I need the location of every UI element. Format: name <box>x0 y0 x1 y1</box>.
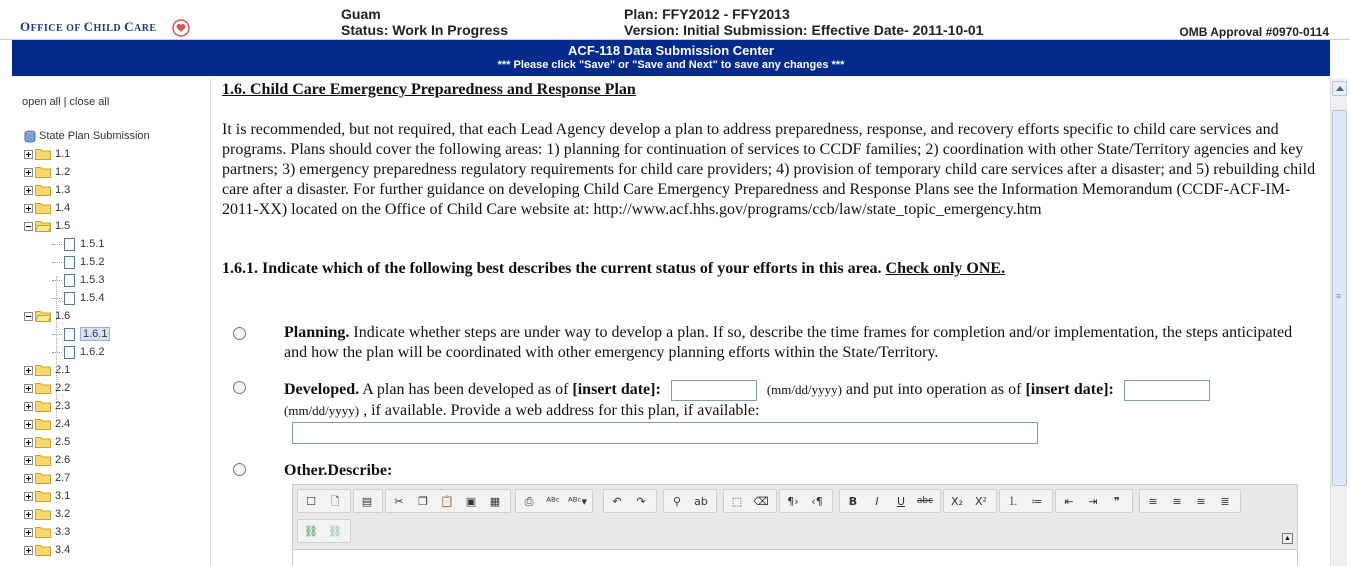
scroll-up-arrow[interactable] <box>1332 81 1347 96</box>
tree-item-label: 1.5.3 <box>80 274 105 286</box>
banner-title: ACF-118 Data Submission Center <box>568 43 774 58</box>
outdent-icon[interactable]: ⇤ <box>1064 495 1074 508</box>
tree-folder-2-2[interactable] <box>24 380 70 396</box>
tree-item-1-5-4[interactable] <box>52 290 104 306</box>
cut-icon[interactable]: ✂ <box>394 495 404 508</box>
tree-folder-label: 2.7 <box>55 472 71 484</box>
tree-item-label: 1.5.2 <box>80 256 105 268</box>
numbered-list-icon[interactable]: ⒈ <box>1007 495 1019 508</box>
tree-root[interactable] <box>24 128 150 144</box>
collapse-icon[interactable] <box>24 222 33 231</box>
office-of-child-care-logo: OFFICE OF CHILD CARE <box>20 19 157 34</box>
tree-folder-3-4[interactable] <box>24 542 70 558</box>
close-all-link[interactable]: close all <box>69 96 110 108</box>
tree-item-label: 1.5.1 <box>80 238 105 250</box>
expand-icon[interactable] <box>24 204 33 213</box>
link-icon[interactable]: ⛓ <box>304 525 318 538</box>
tree-folder-label: 3.1 <box>55 490 71 502</box>
expand-icon[interactable] <box>24 510 33 519</box>
tree-item-1-5-2[interactable] <box>52 254 104 270</box>
preview-icon[interactable]: 🗋 <box>330 495 340 508</box>
print-icon[interactable]: ⎙ <box>524 495 534 508</box>
paste-text-icon[interactable]: ▣ <box>465 495 477 508</box>
justify-icon[interactable]: ≣ <box>1220 495 1230 508</box>
expand-icon[interactable] <box>24 546 33 555</box>
web-address-input[interactable] <box>292 422 1038 444</box>
tree-folder-2-5[interactable] <box>24 434 70 450</box>
toolbar-group <box>779 489 833 513</box>
section-intro: It is recommended, but not required, that each Lead Agency develop a plan to address preparedness, response, and recovery efforts specific to child care services and programs. Plans should cover the following areas: 1) planning for continuation of services to CCDF families; 2) coordination with other State/Territory agencies and key partners; 3) emergency preparedness regulatory requirements for child care providers; 4) provision of temporary child care services after a disaster; and 5) rebuilding child care after a disaster. For further guidance on developing Child Care Emergency Preparedness and Response Plans see the Information Memorandum (CCDF-ACF-IM-2011-XX) located on the Office of Child Care website at: http://www.acf.hhs.gov/programs/ccb/law/state_topic_emergency.htm <box>222 121 1316 218</box>
select-all-icon[interactable]: ⬚ <box>731 495 743 508</box>
other-option-label: Other.Describe: <box>284 462 393 479</box>
toolbar-group <box>943 489 997 513</box>
tree-folder-3-1[interactable] <box>24 488 70 504</box>
new-page-icon[interactable]: ☐ <box>306 495 316 508</box>
toolbar-group <box>603 489 657 513</box>
developed-date-input[interactable] <box>671 380 757 401</box>
tree-folder-label: 2.1 <box>55 364 71 376</box>
tree-folder-label: 3.2 <box>55 508 71 520</box>
toolbar-group <box>1139 489 1241 513</box>
document-icon <box>64 274 75 287</box>
tree-folder-label: 2.6 <box>55 454 71 466</box>
tree-connector <box>52 244 62 245</box>
content-scrollbar[interactable] <box>1330 78 1347 566</box>
editor-text-area[interactable] <box>293 549 1297 566</box>
folder-icon <box>35 436 51 448</box>
folder-icon <box>35 508 51 520</box>
tree-folder-label: 3.4 <box>55 544 71 556</box>
toolbar-group <box>723 489 777 513</box>
toolbar-group <box>297 489 351 513</box>
scroll-thumb[interactable] <box>1332 110 1347 486</box>
folder-open-icon <box>35 220 51 232</box>
toolbar-group <box>663 489 717 513</box>
toolbar-group <box>1055 489 1133 513</box>
folder-icon <box>35 544 51 556</box>
tree-item-1-5-3[interactable] <box>52 272 104 288</box>
expand-icon[interactable] <box>24 474 33 483</box>
tree-connector <box>52 352 62 353</box>
bulleted-list-icon[interactable]: ≔ <box>1031 495 1043 508</box>
main-content <box>222 78 1328 566</box>
toolbar-group <box>353 489 383 513</box>
separator: | <box>63 96 67 108</box>
expand-icon[interactable] <box>24 402 33 411</box>
planning-radio[interactable] <box>233 327 246 340</box>
folder-icon <box>35 526 51 538</box>
indent-icon[interactable]: ⇥ <box>1088 495 1098 508</box>
rtl-icon[interactable]: ‹¶ <box>811 495 823 508</box>
tree-item-1-6-2[interactable] <box>52 344 104 360</box>
toolbar-group <box>297 519 351 543</box>
date-format-2: (mm/dd/yyyy) <box>284 403 360 418</box>
toolbar-group <box>515 489 593 513</box>
paste-word-icon[interactable]: ▦ <box>489 495 501 508</box>
folder-icon <box>35 202 51 214</box>
folder-icon <box>35 166 51 178</box>
tree-folder-2-4[interactable] <box>24 416 70 432</box>
tree-folder-label: 1.4 <box>55 202 71 214</box>
submission-center-banner <box>12 40 1330 76</box>
tree-connector <box>52 280 62 281</box>
tree-folder-3-2[interactable] <box>24 506 70 522</box>
tree-item-1-5-1[interactable] <box>52 236 104 252</box>
subscript-icon[interactable]: X₂ <box>951 495 963 508</box>
align-center-icon[interactable]: ≡ <box>1172 495 1182 508</box>
tree-folder-3-3[interactable] <box>24 524 70 540</box>
expand-icon[interactable] <box>24 420 33 429</box>
tree-folder-2-1[interactable] <box>24 362 70 378</box>
remove-format-icon[interactable]: ⌫ <box>753 495 769 508</box>
heart-icon <box>171 17 191 37</box>
folder-open-icon <box>35 310 51 322</box>
tree-controls <box>22 96 109 108</box>
tree-folder-2-3[interactable] <box>24 398 70 414</box>
templates-icon[interactable]: ▤ <box>361 495 373 508</box>
operation-date-input[interactable] <box>1124 380 1210 401</box>
italic-icon[interactable]: I <box>875 495 879 508</box>
ltr-icon[interactable]: ¶› <box>787 495 799 508</box>
tree-folder-label: 1.2 <box>55 166 71 178</box>
align-left-icon[interactable]: ≡ <box>1148 495 1158 508</box>
folder-icon <box>35 364 51 376</box>
folder-icon <box>35 418 51 430</box>
spellcheck-menu-icon[interactable]: ᴬᴮᶜ▾ <box>568 495 588 508</box>
question-1-6-1: 1.6.1. Indicate which of the following best describes the current status of your efforts in this area. Check only ONE. <box>222 260 1006 277</box>
tree-item-label: 1.5.4 <box>80 292 105 304</box>
tree-folder-label: 2.3 <box>55 400 71 412</box>
top-header <box>0 0 1350 40</box>
document-icon <box>64 346 75 359</box>
folder-icon <box>35 454 51 466</box>
folder-icon <box>35 184 51 196</box>
tree-folder-1-6[interactable] <box>24 308 70 324</box>
tree-folder-1-5[interactable] <box>24 218 70 234</box>
expand-icon[interactable] <box>24 168 33 177</box>
save-notice: *** Please click "Save" or "Save and Next" to save any changes *** <box>497 59 845 71</box>
plan-status: Status: Work In Progress <box>341 22 509 38</box>
replace-icon[interactable]: ab <box>694 495 708 508</box>
tree-folder-2-6[interactable] <box>24 452 70 468</box>
tree-item-label: 1.6.2 <box>80 346 105 358</box>
navigation-sidebar <box>12 78 211 566</box>
state-name: Guam <box>341 6 381 22</box>
spellcheck-icon[interactable]: ᴬᴮᶜ <box>546 495 560 508</box>
blockquote-icon[interactable]: ❞ <box>1114 495 1120 508</box>
tree-folder-label: 1.3 <box>55 184 71 196</box>
underline-icon[interactable]: U <box>896 495 906 508</box>
folder-icon <box>35 490 51 502</box>
document-icon <box>64 256 75 269</box>
plan-version: Version: Initial Submission: Effective Date- 2011-10-01 <box>624 22 984 38</box>
tree-folder-label: 2.5 <box>55 436 71 448</box>
expand-icon[interactable] <box>24 456 33 465</box>
expand-icon[interactable] <box>24 528 33 537</box>
unlink-icon[interactable]: ⛓ <box>328 525 342 538</box>
collapse-icon[interactable] <box>24 312 33 321</box>
tree-folder-1-3[interactable] <box>24 182 70 198</box>
tree-folder-2-7[interactable] <box>24 470 70 486</box>
expand-icon[interactable] <box>24 492 33 501</box>
document-icon <box>64 238 75 251</box>
tree-folder-label: 1.6 <box>55 310 71 322</box>
tree-branch-line <box>56 276 57 364</box>
folder-icon <box>35 148 51 160</box>
tree-folder-1-2[interactable] <box>24 164 70 180</box>
document-icon <box>64 292 75 305</box>
tree-connector <box>52 262 62 263</box>
bold-icon[interactable]: B <box>848 495 858 508</box>
tree-folder-label: 1.1 <box>55 148 71 160</box>
database-icon <box>24 130 36 143</box>
copy-icon[interactable]: ❐ <box>418 495 428 508</box>
rich-text-editor <box>292 484 1298 566</box>
collapse-toolbar-button[interactable]: ▲ <box>1282 533 1293 544</box>
paste-icon[interactable]: 📋 <box>440 495 454 508</box>
superscript-icon[interactable]: X² <box>975 495 987 508</box>
folder-icon <box>35 382 51 394</box>
section-title: 1.6. Child Care Emergency Preparedness and Response Plan <box>222 81 636 98</box>
developed-radio[interactable] <box>233 381 246 394</box>
redo-icon[interactable]: ↷ <box>636 495 646 508</box>
tree-folder-label: 1.5 <box>55 220 71 232</box>
planning-option: Planning. Indicate whether steps are under way to develop a plan. If so, describe the time frames for completion and/or implementation, the steps anticipated and how the plan will be coordinated with other emergency planning efforts within the State/Territory. <box>284 324 1293 361</box>
document-icon <box>64 328 75 341</box>
expand-icon[interactable] <box>24 438 33 447</box>
insert-date-label-2: [insert date]: <box>1025 381 1114 399</box>
toolbar-group <box>385 489 511 513</box>
find-icon[interactable]: ⚲ <box>672 495 682 508</box>
folder-icon <box>35 472 51 484</box>
expand-icon[interactable] <box>24 186 33 195</box>
tree-root-label: State Plan Submission <box>39 130 150 142</box>
tree-item-label: 1.6.1 <box>80 327 110 341</box>
tree-connector <box>52 298 62 299</box>
developed-option: Developed. A plan has been developed as of [insert date]: (mm/dd/yyyy) and put into operation as of [insert date]: (mm/dd/yyyy) , if available. Provide a web address for this plan, if available: <box>284 380 1314 421</box>
tree-folder-label: 2.2 <box>55 382 71 394</box>
omb-approval: OMB Approval #0970-0114 <box>1179 25 1329 39</box>
open-all-link[interactable]: open all <box>22 96 61 108</box>
toolbar-group <box>999 489 1053 513</box>
folder-icon <box>35 400 51 412</box>
tree-connector <box>52 334 62 335</box>
tree-folder-label: 2.4 <box>55 418 71 430</box>
expand-icon[interactable] <box>24 366 33 375</box>
tree-folder-1-1[interactable] <box>24 146 70 162</box>
expand-icon[interactable] <box>24 150 33 159</box>
undo-icon[interactable]: ↶ <box>612 495 622 508</box>
strike-icon[interactable]: abc <box>916 496 934 506</box>
tree-folder-1-4[interactable] <box>24 200 70 216</box>
toolbar-group <box>839 489 941 513</box>
other-radio[interactable] <box>233 463 246 476</box>
expand-icon[interactable] <box>24 384 33 393</box>
tree-branch-line <box>56 366 57 418</box>
tree-item-1-6-1[interactable] <box>52 326 110 342</box>
align-right-icon[interactable]: ≡ <box>1196 495 1206 508</box>
tree-folder-label: 3.3 <box>55 526 71 538</box>
plan-period: Plan: FFY2012 - FFY2013 <box>624 6 790 22</box>
